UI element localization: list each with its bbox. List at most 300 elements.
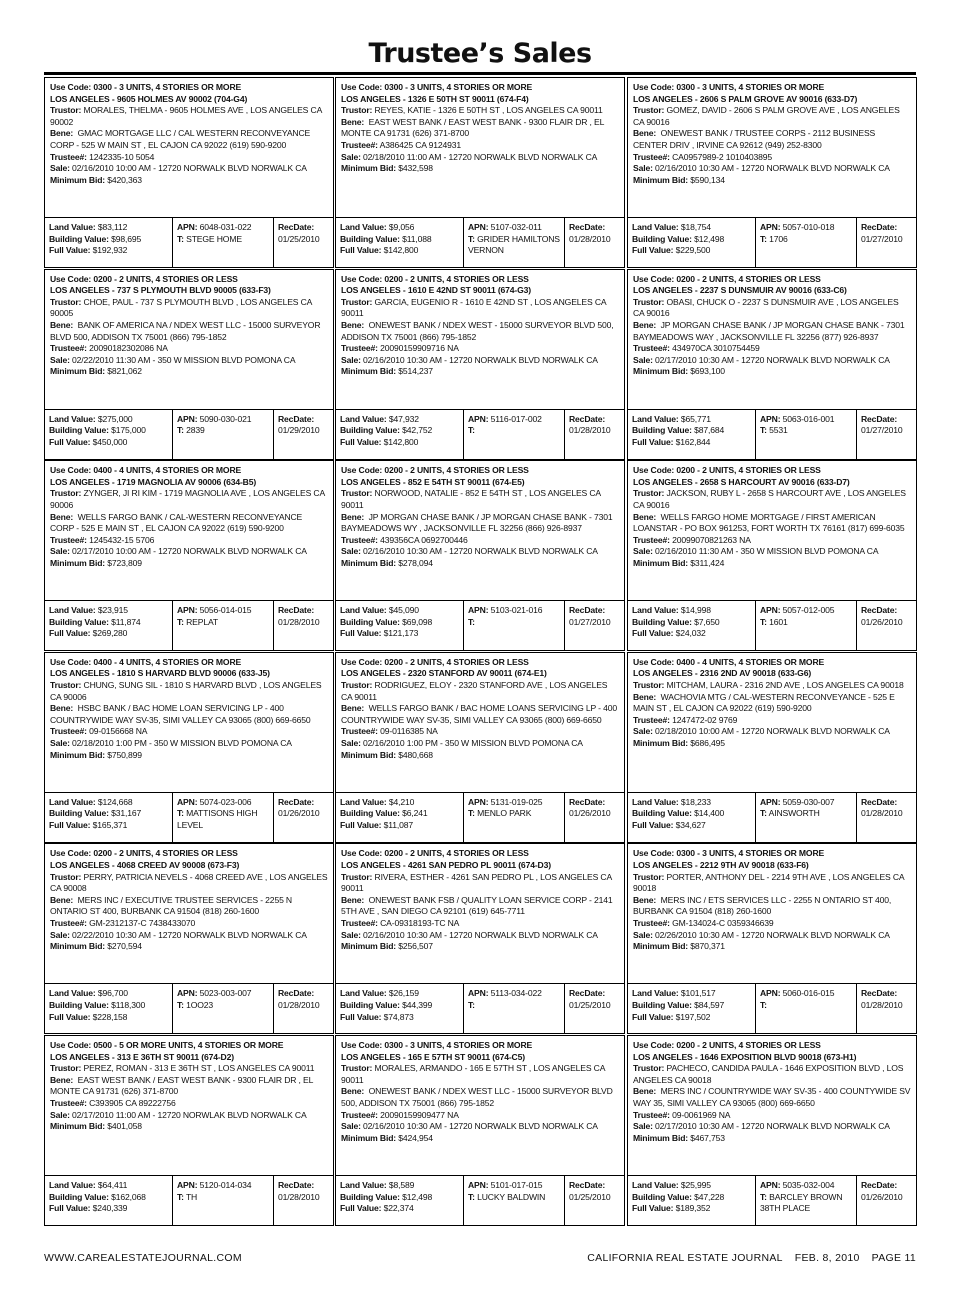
recdate-value: 01/27/2010: [569, 616, 611, 627]
apn-cell: [756, 410, 857, 460]
min-bid-line: Minimum Bid: $420,363: [50, 174, 142, 185]
recdate-cell: [857, 1176, 916, 1226]
recdate-cell: [857, 601, 916, 651]
apn: APN: 5074-023-006: [177, 796, 252, 807]
apn-cell: [464, 218, 565, 268]
property-address: LOS ANGELES - 2320 STANFORD AV 90011 (674-E1): [341, 668, 547, 679]
use-code: Use Code: 0400 - 4 UNITS, 4 STORIES OR MORE: [50, 656, 242, 667]
listing-values: [336, 792, 624, 843]
value-cell: [45, 984, 173, 1034]
min-bid-line: Minimum Bid: $424,954: [341, 1132, 433, 1143]
recdate-label: RecDate:: [861, 222, 898, 232]
min-bid-line: Minimum Bid: $870,371: [633, 941, 725, 952]
recdate-label: RecDate:: [861, 1180, 898, 1190]
trustee-line: Trustee#: 20090182302086 NA: [50, 343, 168, 354]
value-cell: [45, 1176, 173, 1226]
listing-values: [336, 1175, 624, 1226]
building-value: Building Value: $87,684: [632, 425, 725, 436]
recdate-value: 01/28/2010: [569, 425, 611, 436]
listing-values: [45, 217, 333, 268]
tract: T: MATTISONS HIGH LEVEL: [177, 808, 258, 830]
bene-line: Bene: GMAC MORTGAGE LLC / CAL WESTERN RECONVEYANCE CORP - 525 W MAIN ST , EL CAJON CA 92022 (619) 590-9200: [50, 128, 311, 150]
bene-line: Bene: ONEWEST BANK / TRUSTEE CORPS - 2112 BUSINESS CENTER DRIV , IRVINE CA 92612 (949) 252-8300: [633, 128, 876, 150]
recdate-cell: [857, 218, 916, 268]
listing-card: [627, 843, 917, 1034]
min-bid-line: Minimum Bid: $401,058: [50, 1121, 142, 1132]
bene-line: Bene: HSBC BANK / BAC HOME LOAN SERVICING LP - 400 COUNTRYWIDE WAY SV-35, SIMI VALLEY CA 93065 (800) 669-6650: [50, 703, 311, 725]
apn: APN: 5057-010-018: [760, 222, 835, 232]
sale-line: Sale: 02/16/2010 10:00 AM - 12720 NORWALK BLVD NORWALK CA: [50, 163, 307, 174]
recdate-label: RecDate:: [278, 222, 315, 232]
land-value: Land Value: $275,000: [49, 413, 133, 424]
recdate-value: 01/28/2010: [569, 233, 611, 244]
trustor-line: Trustor: OBASI, CHUCK O - 2237 S DUNSMUIR AVE , LOS ANGELES CA 90016: [633, 296, 899, 319]
use-code: Use Code: 0500 - 5 OR MORE UNITS, 4 STORIES OR MORE: [50, 1040, 284, 1050]
apn-cell: [756, 1176, 857, 1226]
min-bid-line: Minimum Bid: $270,594: [50, 941, 142, 952]
listing-info: [336, 653, 624, 792]
listing-values: [628, 792, 916, 843]
trustor-line: Trustor: NORWOOD, NATALIE - 852 E 54TH ST , LOS ANGELES CA 90011: [341, 488, 601, 510]
land-value: Land Value: $83,112: [49, 222, 128, 232]
apn-cell: [173, 218, 274, 268]
value-cell: [336, 793, 464, 843]
recdate-label: RecDate:: [278, 796, 315, 807]
building-value: Building Value: $42,752: [340, 425, 433, 436]
trustor-line: Trustor: MORALES, ARMANDO - 165 E 57TH ST , LOS ANGELES CA 90011: [341, 1063, 605, 1085]
listing-card: [335, 77, 625, 268]
building-value: Building Value: $12,498: [340, 1191, 433, 1202]
bene-line: Bene: MERS INC / ETS SERVICES LLC - 2255 N ONTARIO ST 400, BURBANK CA 91504 (818) 260-1600: [633, 894, 892, 917]
recdate-value: 01/28/2010: [278, 999, 320, 1010]
min-bid-line: Minimum Bid: $467,753: [633, 1132, 725, 1143]
trustee-line: Trustee#: 1245432-15 5706: [50, 534, 155, 545]
recdate-value: 01/28/2010: [278, 616, 320, 627]
full-value: Full Value: $228,158: [49, 1011, 128, 1022]
recdate-label: RecDate:: [278, 413, 315, 424]
use-code: Use Code: 0200 - 2 UNITS, 4 STORIES OR LESS: [50, 273, 238, 284]
property-address: LOS ANGELES - 2316 2ND AV 90018 (633-G6): [633, 668, 812, 679]
full-value: Full Value: $197,502: [632, 1011, 711, 1022]
footer-journal: CALIFORNIA REAL ESTATE JOURNAL: [587, 1252, 783, 1264]
sale-line: Sale: 02/18/2010 10:00 AM - 12720 NORWALK BLVD NORWALK CA: [633, 726, 890, 737]
listing-card: [44, 843, 334, 1034]
sale-line: Sale: 02/16/2010 10:30 AM - 12720 NORWALK BLVD NORWALK CA: [341, 929, 598, 940]
recdate-cell: [857, 793, 916, 843]
trustee-line: Trustee#: A386425 CA 9124931: [341, 139, 462, 150]
property-address: LOS ANGELES - 2237 S DUNSMUIR AV 90016 (633-C6): [633, 285, 847, 296]
listing-info: [336, 461, 624, 600]
listing-values: [336, 409, 624, 460]
apn: APN: 5131-019-025: [468, 796, 543, 807]
bene-line: Bene: WELLS FARGO BANK / CAL-WESTERN RECONVEYANCE CORP - 525 E MAIN ST , EL CAJON CA 92022 (619) 590-9200: [50, 511, 303, 534]
apn: APN: 5060-016-015: [760, 988, 835, 999]
use-code: Use Code: 0200 - 2 UNITS, 4 STORIES OR LESS: [341, 848, 529, 859]
apn-cell: [464, 984, 565, 1034]
min-bid-line: Minimum Bid: $693,100: [633, 366, 725, 377]
value-cell: [628, 793, 756, 843]
min-bid-line: Minimum Bid: $480,668: [341, 749, 433, 760]
recdate-label: RecDate:: [861, 988, 898, 999]
recdate-label: RecDate:: [861, 413, 898, 424]
trustee-line: Trustee#: 1242335-10 5054: [50, 151, 155, 162]
apn-cell: [464, 410, 565, 460]
tract: T:: [468, 999, 475, 1010]
footer-info: [575, 1252, 916, 1264]
apn-cell: [464, 601, 565, 651]
listing-info: [45, 1036, 333, 1175]
land-value: Land Value: $18,233: [632, 796, 711, 807]
tract: T: 1OO23: [177, 999, 214, 1010]
building-value: Building Value: $14,400: [632, 808, 725, 819]
value-cell: [336, 601, 464, 651]
land-value: Land Value: $26,159: [340, 988, 419, 999]
tract: T: MENLO PARK: [468, 808, 532, 819]
listing-card: [335, 460, 625, 651]
trustee-line: Trustee#: 1247472-02 9769: [633, 714, 738, 725]
use-code: Use Code: 0200 - 2 UNITS, 4 STORIES OR LESS: [633, 273, 821, 284]
use-code: Use Code: 0200 - 2 UNITS, 4 STORIES OR LESS: [633, 1040, 821, 1050]
min-bid-line: Minimum Bid: $590,134: [633, 174, 725, 185]
trustee-line: Trustee#: 439356CA 0692700446: [341, 534, 468, 545]
listing-info: [336, 270, 624, 409]
recdate-value: 01/28/2010: [278, 1191, 320, 1202]
full-value: Full Value: $121,173: [340, 628, 419, 639]
listing-info: [336, 844, 624, 983]
recdate-value: 01/27/2010: [861, 425, 903, 436]
property-address: LOS ANGELES - 2606 S PALM GROVE AV 90016 (633-D7): [633, 93, 858, 104]
sale-line: Sale: 02/18/2010 11:00 AM - 12720 NORWALK BLVD NORWALK CA: [341, 151, 598, 162]
trustor-line: Trustor: RIVERA, ESTHER - 4261 SAN PEDRO PL , LOS ANGELES CA 90011: [341, 871, 612, 894]
tract: T: 1706: [760, 233, 788, 244]
sale-line: Sale: 02/16/2010 10:30 AM - 12720 NORWALK BLVD NORWALK CA: [633, 163, 890, 174]
tract: T: LUCKY BALDWIN: [468, 1191, 546, 1202]
trustee-line: Trustee#: 09-0156668 NA: [50, 726, 148, 737]
full-value: Full Value: $269,280: [49, 628, 128, 639]
value-cell: [628, 984, 756, 1034]
listing-info: [628, 844, 916, 983]
recdate-cell: [565, 1176, 624, 1226]
sale-line: Sale: 02/17/2010 10:30 AM - 12720 NORWALK BLVD NORWALK CA: [633, 1121, 890, 1132]
title-rule: [44, 72, 916, 75]
building-value: Building Value: $12,498: [632, 233, 725, 244]
building-value: Building Value: $98,695: [49, 233, 142, 244]
value-cell: [336, 218, 464, 268]
bene-line: Bene: MERS INC / EXECUTIVE TRUSTEE SERVICES - 2255 N ONTARIO ST 400, BURBANK CA 91504 (818) 260-1600: [50, 894, 292, 917]
apn: APN: 5113-034-022: [468, 988, 542, 999]
building-value: Building Value: $175,000: [49, 425, 146, 436]
listing-card: [44, 1035, 334, 1226]
property-address: LOS ANGELES - 313 E 36TH ST 90011 (674-D2): [50, 1051, 234, 1062]
min-bid-line: Minimum Bid: $723,809: [50, 557, 142, 568]
min-bid-line: Minimum Bid: $256,507: [341, 941, 433, 952]
trustor-line: Trustor: RODRIGUEZ, ELOY - 2320 STANFORD AVE , LOS ANGELES CA 90011: [341, 679, 608, 702]
tract: T: AINSWORTH: [760, 808, 820, 819]
bene-line: Bene: EAST WEST BANK / EAST WEST BANK - 9300 FLAIR DR , EL MONTE CA 91731 (626) 371-8700: [50, 1074, 313, 1097]
tract: T: STEGE HOME: [177, 233, 242, 244]
trustor-line: Trustor: MITCHAM, LAURA - 2316 2ND AVE , LOS ANGELES CA 90018: [633, 679, 904, 690]
bene-line: Bene: WELLS FARGO BANK / BAC HOME LOANS SERVICING LP - 400 COUNTRYWIDE WAY SV-35, SIMI VALLEY CA 93065 (800) 669-6650: [341, 703, 617, 725]
bene-line: Bene: ONEWEST BANK FSB / QUALITY LOAN SERVICE CORP - 2141 5TH AVE , SAN DIEGO CA 92101 (619) 645-7711: [341, 894, 613, 917]
building-value: Building Value: $7,650: [632, 616, 720, 627]
listing-info: [336, 78, 624, 217]
listing-card: [627, 77, 917, 268]
listing-info: [628, 461, 916, 600]
recdate-cell: [565, 218, 624, 268]
property-address: LOS ANGELES - 2212 9TH AV 90018 (633-F6): [633, 859, 809, 870]
building-value: Building Value: $31,167: [49, 808, 142, 819]
min-bid-line: Minimum Bid: $514,237: [341, 366, 433, 377]
apn-cell: [464, 793, 565, 843]
sale-line: Sale: 02/16/2010 1:00 PM - 350 W MISSION BLVD POMONA CA: [341, 737, 583, 748]
land-value: Land Value: $124,668: [49, 796, 133, 807]
recdate-label: RecDate:: [569, 605, 606, 616]
land-value: Land Value: $18,754: [632, 222, 711, 232]
apn: APN: 5090-030-021: [177, 413, 252, 424]
recdate-value: 01/26/2010: [569, 808, 611, 819]
use-code: Use Code: 0200 - 2 UNITS, 4 STORIES OR LESS: [341, 273, 529, 284]
apn-cell: [173, 984, 274, 1034]
min-bid-line: Minimum Bid: $278,094: [341, 557, 433, 568]
trustee-line: Trustee#: 20099070821263 NA: [633, 534, 751, 545]
trustor-line: Trustor: GOMEZ, DAVID - 2606 S PALM GROVE AVE , LOS ANGELES CA 90016: [633, 105, 900, 127]
use-code: Use Code: 0200 - 2 UNITS, 4 STORIES OR LESS: [50, 848, 238, 859]
property-address: LOS ANGELES - 9605 HOLMES AV 90002 (704-G4): [50, 93, 248, 104]
listing-values: [628, 217, 916, 268]
land-value: Land Value: $4,210: [340, 796, 415, 807]
value-cell: [336, 410, 464, 460]
value-cell: [336, 984, 464, 1034]
bene-line: Bene: EAST WEST BANK / EAST WEST BANK - 9300 FLAIR DR , EL MONTE CA 91731 (626) 371-8700: [341, 116, 604, 139]
recdate-label: RecDate:: [569, 222, 606, 232]
recdate-value: 01/26/2010: [861, 616, 903, 627]
listing-info: [628, 1036, 916, 1175]
apn-cell: [756, 984, 857, 1034]
listing-info: [628, 653, 916, 792]
recdate-cell: [565, 984, 624, 1034]
full-value: Full Value: $162,844: [632, 436, 711, 447]
sale-line: Sale: 02/16/2010 10:30 AM - 12720 NORWALK BLVD NORWALK CA: [341, 546, 598, 557]
tract: T: REPLAT: [177, 616, 219, 627]
use-code: Use Code: 0200 - 2 UNITS, 4 STORIES OR LESS: [633, 465, 821, 476]
trustor-line: Trustor: CHOE, PAUL - 737 S PLYMOUTH BLVD , LOS ANGELES CA 90005: [50, 296, 312, 319]
land-value: Land Value: $23,915: [49, 605, 128, 616]
trustor-line: Trustor: MORALES, THELMA - 9605 HOLMES AVE , LOS ANGELES CA 90002: [50, 105, 322, 127]
recdate-label: RecDate:: [861, 796, 898, 807]
min-bid-line: Minimum Bid: $311,424: [633, 557, 725, 568]
footer-website[interactable]: WWW.CAREALESTATEJOURNAL.COM: [44, 1252, 242, 1264]
property-address: LOS ANGELES - 1646 EXPOSITION BLVD 90018 (673-H1): [633, 1051, 857, 1062]
use-code: Use Code: 0200 - 2 UNITS, 4 STORIES OR LESS: [341, 656, 529, 667]
listing-info: [45, 844, 333, 983]
listing-values: [336, 983, 624, 1034]
recdate-value: 01/29/2010: [278, 425, 320, 436]
building-value: Building Value: $84,597: [632, 999, 725, 1010]
listing-card: [627, 269, 917, 460]
apn: APN: 5107-032-011: [468, 222, 542, 232]
apn: APN: 5101-017-015: [468, 1180, 543, 1190]
trustor-line: Trustor: CHUNG, SUNG SIL - 1810 S HARVARD BLVD , LOS ANGELES CA 90006: [50, 679, 322, 702]
bene-line: Bene: JP MORGAN CHASE BANK / JP MORGAN CHASE BANK - 7301 BAYMEADOWS WY , JACKSONVILLE FL 32256 (866) 926-8937: [341, 511, 613, 534]
listing-card: [627, 1035, 917, 1226]
recdate-cell: [565, 410, 624, 460]
apn: APN: 5120-014-034: [177, 1180, 252, 1190]
recdate-cell: [274, 793, 333, 843]
full-value: Full Value: $11,087: [340, 819, 413, 830]
trustor-line: Trustor: PERRY, PATRICIA NEVELS - 4068 CREED AVE , LOS ANGELES CA 90008: [50, 871, 328, 894]
use-code: Use Code: 0300 - 3 UNITS, 4 STORIES OR MORE: [341, 82, 533, 92]
apn: APN: 5023-003-007: [177, 988, 252, 999]
full-value: Full Value: $142,800: [340, 436, 419, 447]
recdate-label: RecDate:: [569, 1180, 606, 1190]
recdate-value: 01/25/2010: [569, 999, 611, 1010]
listing-values: [336, 217, 624, 268]
footer-page: PAGE 11: [871, 1252, 916, 1264]
property-address: LOS ANGELES - 1719 MAGNOLIA AV 90006 (634-B5): [50, 476, 257, 487]
bene-line: Bene: ONEWEST BANK / NDEX WEST LLC - 15000 SURVEYOR BLVD 500, ADDISON TX 75001 (866) 795-1852: [341, 1086, 613, 1108]
value-cell: [45, 601, 173, 651]
tract: T:: [468, 425, 475, 436]
listing-card: [44, 652, 334, 843]
listing-info: [628, 78, 916, 217]
min-bid-line: Minimum Bid: $686,495: [633, 737, 725, 748]
value-cell: [45, 793, 173, 843]
full-value: Full Value: $189,352: [632, 1203, 711, 1214]
apn: APN: 5063-016-001: [760, 413, 835, 424]
property-address: LOS ANGELES - 1610 E 42ND ST 90011 (674-G3): [341, 285, 532, 296]
full-value: Full Value: $142,800: [340, 245, 419, 256]
land-value: Land Value: $96,700: [49, 988, 128, 999]
page-title: Trustee’s Sales: [368, 38, 592, 69]
listing-card: [44, 269, 334, 460]
listing-info: [336, 1036, 624, 1175]
listing-card: [44, 460, 334, 651]
bene-line: Bene: ONEWEST BANK / NDEX WEST - 15000 SURVEYOR BLVD 500, ADDISON TX 75001 (866) 795-1852: [341, 319, 614, 342]
min-bid-line: Minimum Bid: $750,899: [50, 749, 142, 760]
recdate-value: 01/25/2010: [278, 233, 320, 244]
recdate-value: 01/28/2010: [861, 999, 903, 1010]
building-value: Building Value: $118,300: [49, 999, 146, 1010]
recdate-value: 01/26/2010: [861, 1191, 903, 1202]
recdate-cell: [565, 793, 624, 843]
min-bid-line: Minimum Bid: $432,598: [341, 163, 433, 174]
building-value: Building Value: $47,228: [632, 1191, 725, 1202]
apn: APN: 5035-032-004: [760, 1180, 835, 1190]
sale-line: Sale: 02/22/2010 11:30 AM - 350 W MISSION BLVD POMONA CA: [50, 354, 296, 365]
listing-values: [628, 1175, 916, 1226]
trustor-line: Trustor: REYES, KATIE - 1326 E 50TH ST , LOS ANGELES CA 90011: [341, 105, 603, 116]
trustor-line: Trustor: JACKSON, RUBY L - 2658 S HARCOURT AVE , LOS ANGELES CA 90016: [633, 488, 906, 510]
land-value: Land Value: $9,056: [340, 222, 415, 232]
recdate-label: RecDate:: [569, 796, 606, 807]
recdate-cell: [274, 218, 333, 268]
value-cell: [628, 1176, 756, 1226]
footer-date: FEB. 8, 2010: [794, 1252, 860, 1264]
trustee-line: Trustee#: C393905 CA 89222756: [50, 1097, 176, 1108]
value-cell: [628, 410, 756, 460]
use-code: Use Code: 0200 - 2 UNITS, 4 STORIES OR LESS: [341, 465, 529, 476]
recdate-label: RecDate:: [278, 988, 315, 999]
use-code: Use Code: 0300 - 3 UNITS, 4 STORIES OR MORE: [633, 82, 825, 92]
apn: APN: 5059-030-007: [760, 796, 835, 807]
sale-line: Sale: 02/16/2010 10:30 AM - 12720 NORWALK BLVD NORWALK CA: [341, 1121, 598, 1132]
land-value: Land Value: $45,090: [340, 605, 419, 616]
bene-line: Bene: WACHOVIA MTG / CAL-WESTERN RECONVEYANCE - 525 E MAIN ST , EL CAJON CA 92022 (619) 590-9200: [633, 691, 895, 714]
sale-line: Sale: 02/17/2010 11:00 AM - 12720 NORWLAK BLVD NORWALK CA: [50, 1109, 307, 1120]
property-address: LOS ANGELES - 1810 S HARVARD BLVD 90006 (633-J5): [50, 668, 270, 679]
value-cell: [336, 1176, 464, 1226]
sale-line: Sale: 02/17/2010 10:30 AM - 12720 NORWALK BLVD NORWALK CA: [633, 354, 890, 365]
listing-values: [45, 600, 333, 651]
listing-values: [45, 409, 333, 460]
value-cell: [628, 601, 756, 651]
full-value: Full Value: $229,500: [632, 245, 711, 256]
value-cell: [45, 218, 173, 268]
full-value: Full Value: $24,032: [632, 628, 706, 639]
listing-values: [45, 1175, 333, 1226]
full-value: Full Value: $240,339: [49, 1203, 128, 1214]
listing-card: [627, 460, 917, 651]
property-address: LOS ANGELES - 852 E 54TH ST 90011 (674-E5): [341, 476, 525, 487]
recdate-value: 01/25/2010: [569, 1191, 611, 1202]
trustor-line: Trustor: GARCIA, EUGENIO R - 1610 E 42ND ST , LOS ANGELES CA 90011: [341, 296, 606, 319]
sale-line: Sale: 02/18/2010 1:00 PM - 350 W MISSION BLVD POMONA CA: [50, 737, 292, 748]
listing-card: [44, 77, 334, 268]
trustor-line: Trustor: PORTER, ANTHONY DEL - 2214 9TH AVE , LOS ANGELES CA 90018: [633, 871, 905, 894]
apn: APN: 5056-014-015: [177, 605, 252, 616]
property-address: LOS ANGELES - 2658 S HARCOURT AV 90016 (633-D7): [633, 476, 850, 487]
tract: T: TH: [177, 1191, 198, 1202]
sale-line: Sale: 02/17/2010 10:00 AM - 12720 NORWALK BLVD NORWALK CA: [50, 546, 307, 557]
listing-info: [45, 270, 333, 409]
value-cell: [628, 218, 756, 268]
listing-values: [628, 409, 916, 460]
tract: T: 5531: [760, 425, 788, 436]
building-value: Building Value: $11,874: [49, 616, 141, 627]
building-value: Building Value: $11,088: [340, 233, 432, 244]
recdate-value: 01/26/2010: [278, 808, 320, 819]
full-value: Full Value: $34,627: [632, 819, 706, 830]
listing-values: [336, 600, 624, 651]
trustee-line: Trustee#: CA-09318193-TC NA: [341, 917, 460, 928]
recdate-cell: [274, 1176, 333, 1226]
apn-cell: [173, 410, 274, 460]
building-value: Building Value: $162,068: [49, 1191, 146, 1202]
recdate-value: 01/27/2010: [861, 233, 903, 244]
recdate-label: RecDate:: [569, 988, 606, 999]
listing-card: [335, 269, 625, 460]
land-value: Land Value: $8,589: [340, 1180, 415, 1190]
listing-info: [45, 653, 333, 792]
trustee-line: Trustee#: GM-134024-C 0359346639: [633, 917, 774, 928]
full-value: Full Value: $22,374: [340, 1203, 414, 1214]
land-value: Land Value: $25,995: [632, 1180, 711, 1190]
tract: T: 1601: [760, 616, 788, 627]
apn: APN: 5116-017-002: [468, 413, 542, 424]
trustee-line: Trustee#: 09-0061969 NA: [633, 1109, 731, 1120]
building-value: Building Value: $69,098: [340, 616, 433, 627]
trustee-line: Trustee#: 20090159909716 NA: [341, 343, 459, 354]
recdate-cell: [857, 410, 916, 460]
min-bid-line: Minimum Bid: $821,062: [50, 366, 142, 377]
bene-line: Bene: JP MORGAN CHASE BANK / JP MORGAN CHASE BANK - 7301 BAYMEADOWS WAY , JACKSONVILLE FL 32256 (877) 926-8937: [633, 319, 905, 342]
apn-cell: [173, 601, 274, 651]
bene-line: Bene: BANK OF AMERICA NA / NDEX WEST LLC - 15000 SURVEYOR BLVD 500, ADDISON TX 75001 (866) 795-1852: [50, 319, 321, 342]
land-value: Land Value: $47,932: [340, 413, 419, 424]
recdate-label: RecDate:: [569, 413, 606, 424]
use-code: Use Code: 0400 - 4 UNITS, 4 STORIES OR MORE: [633, 656, 825, 667]
full-value: Full Value: $165,371: [49, 819, 128, 830]
